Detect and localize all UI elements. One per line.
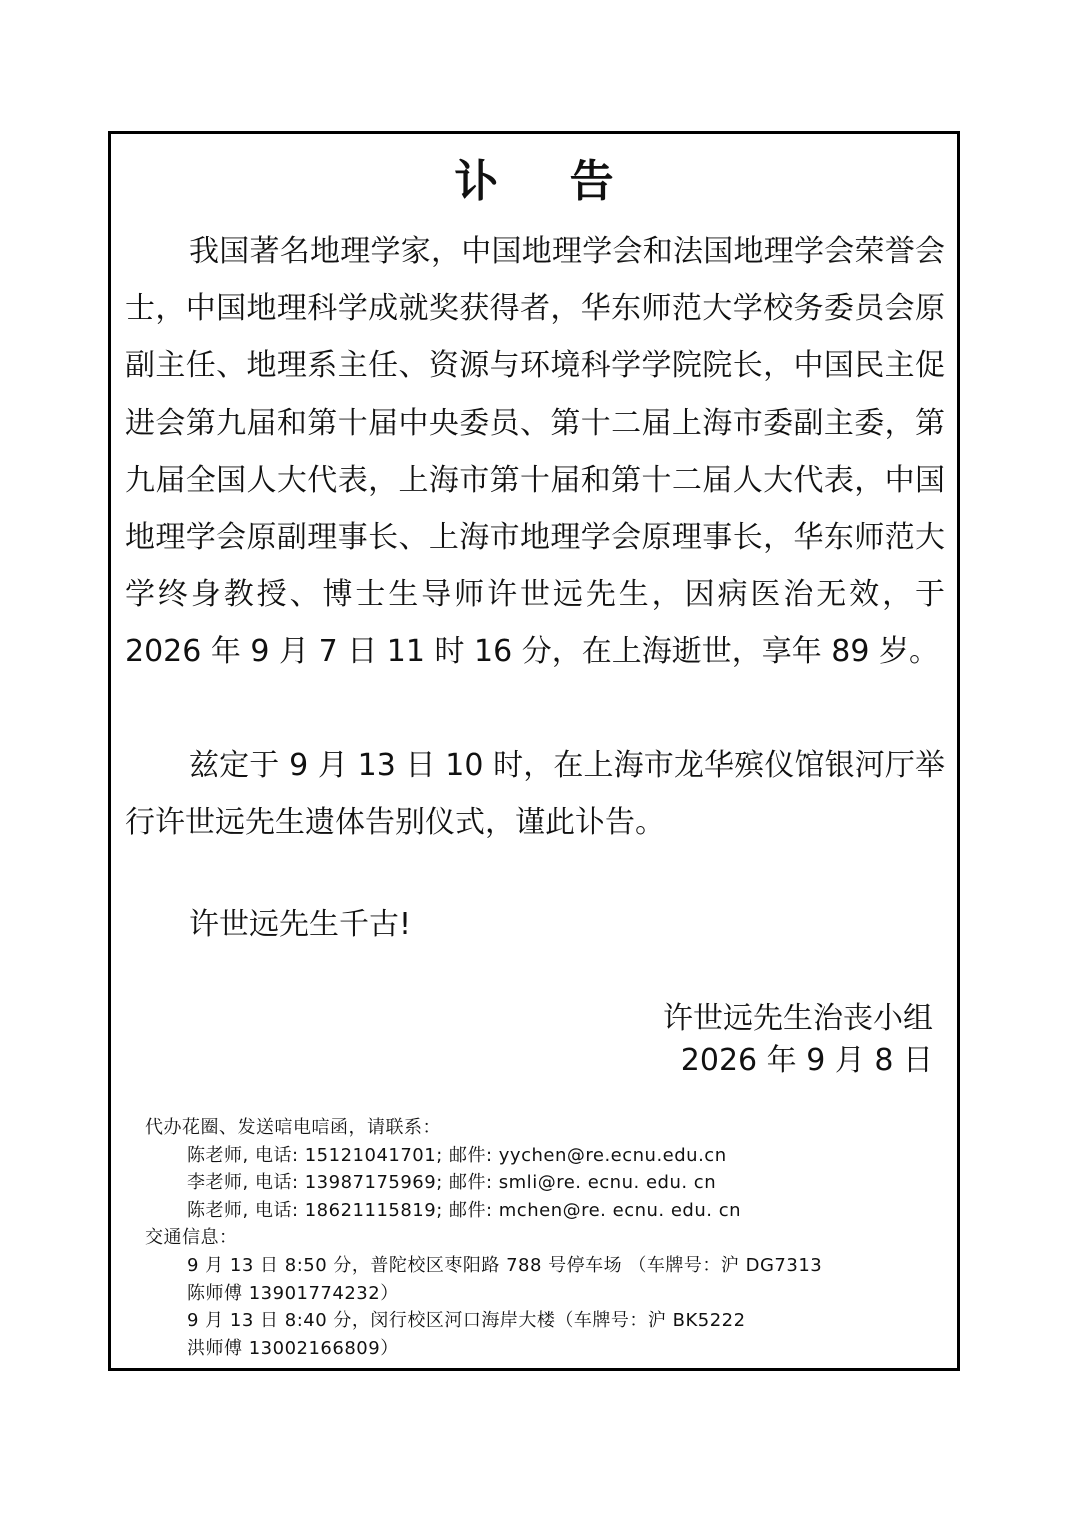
transport-line: 9 月 13 日 8:50 分，普陀校区枣阳路 788 号停车场 （车牌号：沪 DG7313 xyxy=(187,1254,823,1276)
signature-organization: 许世远先生治丧小组 xyxy=(663,1001,933,1036)
notice-frame xyxy=(108,131,960,1371)
contact-heading: 代办花圈、发送唁电唁函，请联系： xyxy=(145,1117,441,1138)
notice-paragraph-ceremony: 兹定于 9 月 13 日 10 时，在上海市龙华殡仪馆银河厅举行许世远先生遗体告别仪式，谨此讣告。 xyxy=(125,748,945,841)
contact-section xyxy=(145,1114,822,1362)
transport-line: 9 月 13 日 8:40 分，闵行校区河口海岸大楼（车牌号：沪 BK5222 xyxy=(187,1310,746,1332)
farewell-line: 许世远先生千古! xyxy=(189,907,412,942)
contact-person: 陈老师, 电话: 15121041701; 邮件: yychen@re.ecnu.edu.cn xyxy=(187,1144,727,1166)
contact-person: 李老师, 电话: 13987175969; 邮件: smli@re. ecnu. edu. cn xyxy=(187,1172,717,1194)
notice-title: 讣 告 xyxy=(454,156,642,207)
notice-paragraph-main: 我国著名地理学家，中国地理学会和法国地理学会荣誉会士，中国地理科学成就奖获得者，华东师范大学校务委员会原副主任、地理系主任、资源与环境科学学院院长，中国民主促进会第九届和第十届中央委员、第十二届上海市委副主委，第九届全国人大代表，上海市第十届和第十二届人大代表，中国地理学会原副理事长、上海市地理学会原理事长，华东师范大学终身教授、博士生导师许世远先生，因病医治无效，于 2026 年 9 月 7 日 11 时 16 分，在上海逝世，享年 89 岁。 xyxy=(125,234,945,670)
transport-line: 陈师傅 13901774232） xyxy=(187,1282,399,1304)
signature-date: 2026 年 9 月 8 日 xyxy=(680,1043,933,1078)
contact-person: 陈老师, 电话: 18621115819; 邮件: mchen@re. ecnu. edu. cn xyxy=(187,1199,742,1221)
transport-line: 洪师傅 13002166809） xyxy=(187,1337,399,1359)
transport-heading: 交通信息： xyxy=(145,1227,238,1249)
